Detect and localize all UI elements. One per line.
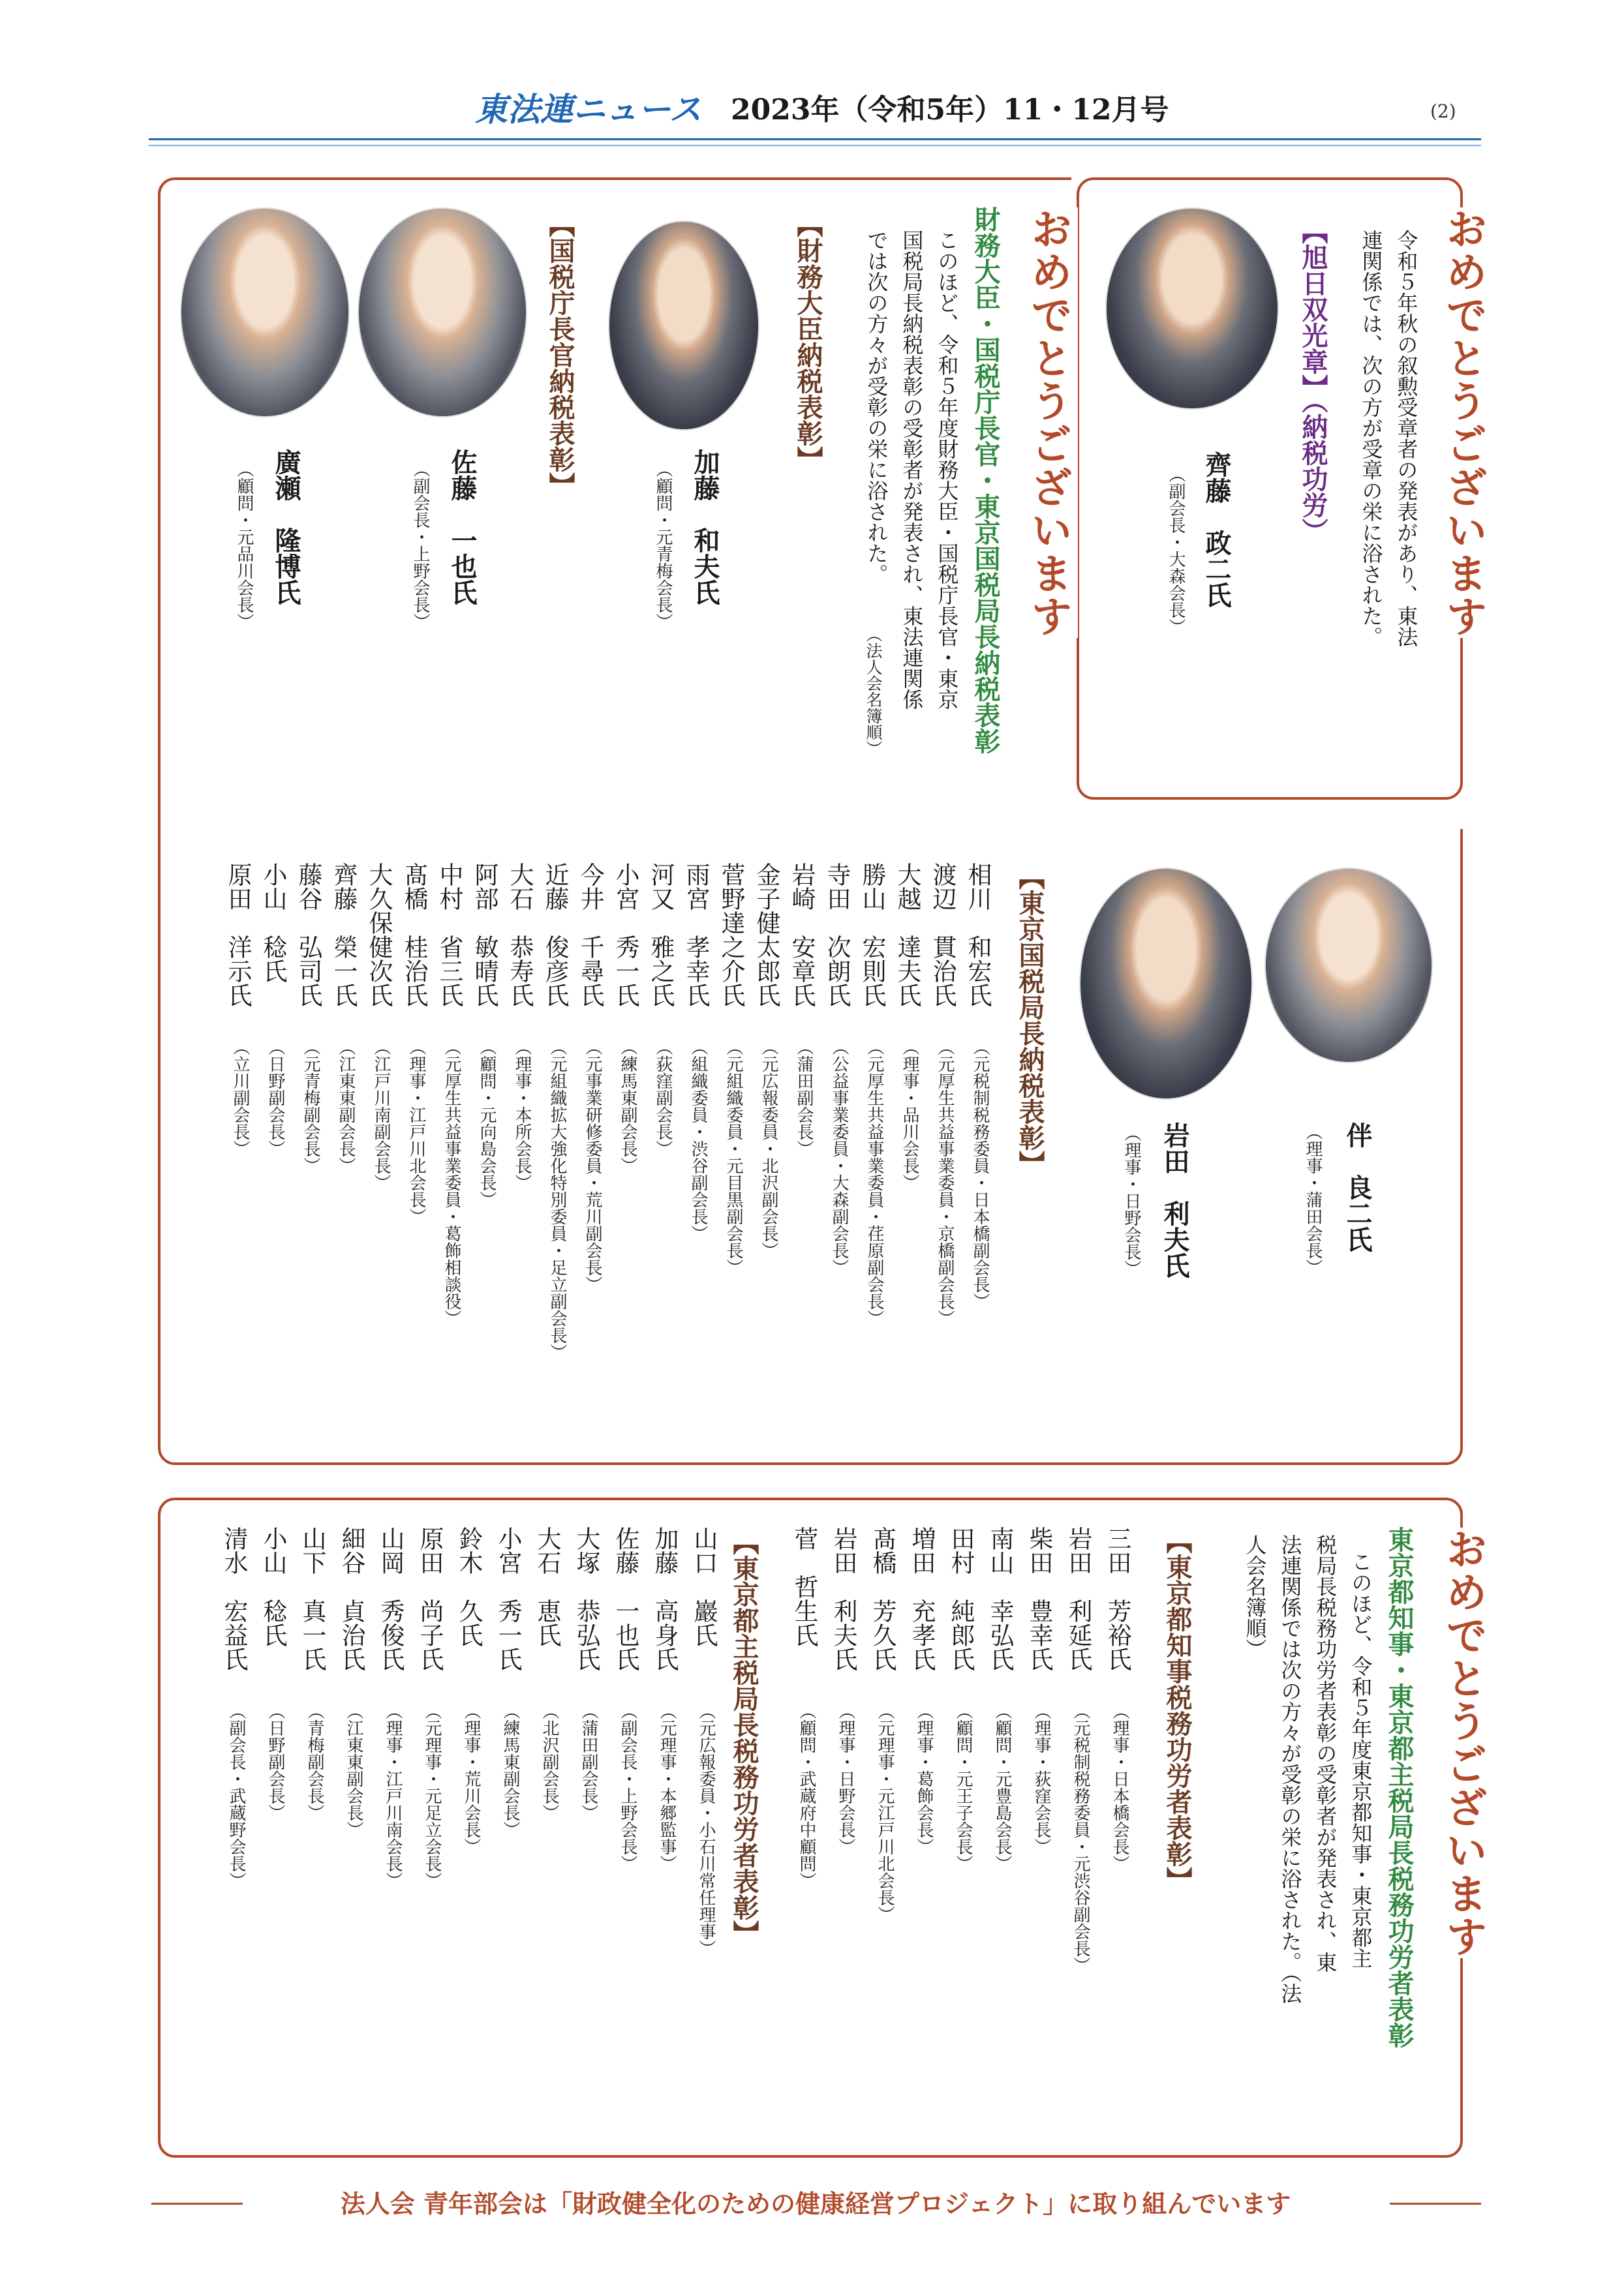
header-rule-thin	[149, 145, 1481, 146]
list-item-role: （元広報委員・北沢副会長）	[759, 1038, 778, 1259]
list-item-role: （元組織拡大強化特別委員・足立副会長）	[547, 1038, 567, 1361]
list-item-name: 原田 洋示氏	[224, 862, 252, 1007]
section-tax-award-note: （法人会名簿順）	[864, 626, 883, 757]
list-item-role: （江戸川南副会長）	[371, 1038, 391, 1191]
footer-rule-left	[151, 2203, 243, 2205]
list-item-role: （練馬東副会長）	[500, 1702, 520, 1838]
list-item-role: （元厚生共益事業委員・京橋副会長）	[935, 1038, 955, 1327]
list-item-name: 田村 純郎氏	[947, 1526, 975, 1671]
person-name: 廣瀬 隆博氏	[271, 449, 301, 605]
list-item-name: 阿部 敏晴氏	[470, 862, 498, 1007]
award-name-rising-sun: 【旭日双光章】（納税功労）	[1298, 218, 1328, 544]
list-item-name: 三田 芳裕氏	[1103, 1526, 1131, 1671]
list-item-role: （元広報委員・小石川常任理事）	[696, 1702, 716, 1957]
footer-rule-right	[1390, 2203, 1481, 2205]
list-item-name: 菅野達之介氏	[717, 862, 745, 1007]
person-role: （顧問・元青梅会長）	[653, 461, 673, 630]
list-item-role: （元理事・元江戸川北会長）	[875, 1702, 895, 1923]
list-item-role: （立川副会長）	[230, 1038, 250, 1157]
list-item-role: （元理事・元足立会長）	[422, 1702, 442, 1889]
list-item-role: （江東東副会長）	[344, 1702, 363, 1838]
list-item-role: （理事・江戸川北会長）	[406, 1038, 426, 1225]
portrait-photo	[1079, 868, 1253, 1100]
list-item-name: 岩田 利延氏	[1064, 1526, 1092, 1671]
list-item-role: （元青梅副会長）	[301, 1038, 320, 1174]
list-item-role: （元厚生共益事業委員・荏原副会長）	[865, 1038, 884, 1327]
list-item-name: 今井 千尋氏	[576, 862, 604, 1007]
person-name: 伴 良二氏	[1342, 1122, 1373, 1252]
list-item-role: （日野副会長）	[266, 1038, 285, 1157]
section-metro-award-title: おめでとうございます	[1433, 1528, 1493, 1958]
list-item-role: （日野副会長）	[266, 1702, 285, 1821]
list-item-role: （元理事・本郷監事）	[657, 1702, 677, 1872]
list-item-name: 柴田 豊幸氏	[1025, 1526, 1053, 1671]
list-item-role: （顧問・元向島会長）	[477, 1038, 497, 1208]
person-name: 岩田 利夫氏	[1159, 1122, 1190, 1278]
section-tax-award-intro-2: 国税局長納税表彰の受彰者が発表され、東法連関係	[899, 230, 925, 710]
issue-date: 2023年（令和5年）11・12月号	[731, 93, 1169, 127]
list-item-role: （副会長・上野会長）	[618, 1702, 637, 1872]
list-item-name: 大越 達夫氏	[893, 862, 921, 1007]
section-metro-award-intro-3: 法連関係では次の方々が受彰の栄に浴された。（法	[1278, 1534, 1303, 2004]
list-item-role: （練馬東副会長）	[618, 1038, 637, 1174]
list-item-name: 鈴木 久氏	[455, 1526, 483, 1647]
list-item-name: 岩崎 安章氏	[788, 862, 816, 1007]
footer-message: 法人会 青年部会は「財政健全化のための健康経営プロジェクト」に取り組んでいます	[340, 2190, 1291, 2218]
page-number: (2)	[1430, 100, 1456, 122]
list-item-role: （理事・本所会長）	[512, 1038, 532, 1191]
person-role: （副会長・上野会長）	[410, 461, 430, 630]
list-item-name: 原田 尚子氏	[416, 1526, 444, 1671]
list-item-name: 小宮 秀一氏	[494, 1526, 522, 1671]
list-item-name: 山下 真一氏	[298, 1526, 326, 1671]
list-item-name: 大久保健次氏	[365, 862, 393, 1007]
section-metro-award-intro-4: 人会名簿順）	[1242, 1534, 1268, 1659]
list-item-role: （元事業研修委員・荒川副会長）	[583, 1038, 602, 1293]
list-item-role: （青梅副会長）	[305, 1702, 324, 1821]
list-item-role: （元税制税務委員・日本橋副会長）	[970, 1038, 990, 1310]
masthead-logo: 東法連ニュース	[475, 91, 702, 128]
list-item-role: （荻窪副会長）	[653, 1038, 673, 1157]
person-role: （顧問・元品川会長）	[234, 461, 254, 630]
section-tax-award-title: おめでとうございます	[1018, 207, 1078, 638]
list-item-name: 清水 宏益氏	[220, 1526, 248, 1671]
list-item-name: 大石 恵氏	[533, 1526, 561, 1647]
section-decoration-intro-2: 連関係では、次の方が受章の栄に浴された。	[1358, 230, 1384, 647]
award-name-finance-minister: 【財務大臣納税表彰】	[793, 211, 823, 472]
list-item-role: （蒲田副会長）	[794, 1038, 814, 1157]
list-item-name: 渡辺 貫治氏	[928, 862, 957, 1007]
list-item-role: （顧問・武蔵府中顧問）	[797, 1702, 816, 1889]
list-item-name: 中村 省三氏	[435, 862, 463, 1007]
list-item-name: 髙橋 桂治氏	[400, 862, 428, 1007]
person-role: （副会長・大森会長）	[1166, 466, 1186, 635]
list-item-role: （理事・荻窪会長）	[1032, 1702, 1051, 1855]
list-item-name: 佐藤 一也氏	[611, 1526, 639, 1671]
portrait-photo	[1264, 868, 1433, 1063]
list-item-role: （理事・荒川会長）	[461, 1702, 481, 1855]
list-item-name: 増田 充孝氏	[908, 1526, 936, 1671]
list-item-role: （江東東副会長）	[336, 1038, 356, 1174]
section-decoration-intro-1: 令和５年秋の叙勲受章者の発表があり、東法	[1394, 230, 1419, 647]
list-item-name: 大塚 恭弘氏	[572, 1526, 600, 1671]
portrait-photo	[358, 207, 527, 417]
list-item-role: （顧問・元豊島会長）	[992, 1702, 1012, 1872]
list-item-name: 寺田 次朗氏	[823, 862, 851, 1007]
list-item-name: 菅 哲生氏	[790, 1526, 818, 1647]
list-item-name: 齊藤 榮一氏	[329, 862, 358, 1007]
list-item-role: （副会長・武蔵野会長）	[226, 1702, 246, 1889]
section-metro-award-subtitle: 東京都知事・東京都主税局長税務功労者表彰	[1384, 1526, 1414, 2048]
person-role: （理事・日野会長）	[1122, 1125, 1141, 1277]
portrait-photo	[608, 220, 759, 430]
list-item-role: （理事・日野会長）	[836, 1702, 855, 1855]
list-item-name: 大石 恭寿氏	[506, 862, 534, 1007]
section-metro-award-intro-1: このほど、令和５年度東京都知事・東京都主	[1348, 1551, 1373, 1969]
list-item-name: 藤谷 弘司氏	[294, 862, 322, 1007]
portrait-photo	[1105, 207, 1279, 410]
list-item-name: 南山 幸弘氏	[986, 1526, 1014, 1671]
list-item-name: 金子健太郎氏	[752, 862, 780, 1007]
section-tax-award-intro-3: では次の方々が受彰の栄に浴された。	[864, 230, 889, 584]
section-metro-award-intro-2: 税局長税務功労者表彰の受彰者が発表され、東	[1313, 1534, 1338, 1972]
person-name: 佐藤 一也氏	[447, 449, 478, 605]
section-tax-award-intro-1: このほど、令和５年度財務大臣・国税庁長官・東京	[934, 230, 960, 710]
list-item-name: 岩田 利夫氏	[829, 1526, 857, 1671]
list-item-name: 河又 雅之氏	[647, 862, 675, 1007]
award-name-tax-bureau: 【東京都主税局長税務功労者表彰】	[729, 1529, 759, 1946]
person-role: （理事・蒲田会長）	[1303, 1123, 1323, 1276]
list-item-name: 小宮 秀一氏	[611, 862, 639, 1007]
list-item-role: （元組織委員・元目黒副会長）	[724, 1038, 743, 1276]
award-name-tokyo-regional: 【東京国税局長納税表彰】	[1015, 864, 1045, 1177]
list-item-name: 加藤 高身氏	[651, 1526, 679, 1671]
section-decoration-title: おめでとうございます	[1433, 207, 1493, 638]
list-item-name: 小山 稔氏	[259, 1526, 287, 1647]
list-item-role: （蒲田副会長）	[579, 1702, 598, 1821]
list-item-name: 相川 和宏氏	[964, 862, 992, 1007]
list-item-name: 細谷 貞治氏	[337, 1526, 365, 1671]
person-name: 齊藤 政二氏	[1201, 451, 1232, 608]
list-item-name: 雨宮 孝幸氏	[682, 862, 710, 1007]
list-item-role: （理事・日本橋会長）	[1110, 1702, 1129, 1872]
list-item-role: （理事・品川会長）	[900, 1038, 919, 1191]
list-item-role: （元税制税務委員・元渋谷副会長）	[1071, 1702, 1090, 1974]
list-item-role: （理事・葛飾会長）	[914, 1702, 934, 1855]
award-name-nta-commissioner: 【国税庁長官納税表彰】	[545, 211, 575, 498]
section-tax-award-subtitle: 財務大臣・国税庁長官・東京国税局長納税表彰	[970, 206, 1000, 754]
list-item-role: （組織委員・渋谷副会長）	[688, 1038, 708, 1242]
header-rule	[149, 138, 1481, 140]
list-item-role: （顧問・元王子会長）	[953, 1702, 973, 1872]
portrait-photo	[180, 207, 350, 417]
award-name-governor: 【東京都知事税務功労者表彰】	[1162, 1528, 1193, 1893]
list-item-name: 山口 巖氏	[690, 1526, 718, 1647]
list-item-role: （理事・江戸川南会長）	[383, 1702, 403, 1889]
list-item-role: （元厚生共益事業委員・葛飾相談役）	[442, 1038, 461, 1327]
list-item-name: 山岡 秀俊氏	[376, 1526, 405, 1671]
list-item-name: 小山 稔氏	[259, 862, 287, 983]
list-item-name: 髙橋 芳久氏	[868, 1526, 896, 1671]
list-item-name: 勝山 宏則氏	[858, 862, 886, 1007]
list-item-role: （公益事業委員・大森副会長）	[829, 1038, 849, 1276]
person-name: 加藤 和夫氏	[690, 449, 720, 605]
list-item-role: （北沢副会長）	[540, 1702, 559, 1821]
list-item-name: 近藤 俊彦氏	[541, 862, 569, 1007]
